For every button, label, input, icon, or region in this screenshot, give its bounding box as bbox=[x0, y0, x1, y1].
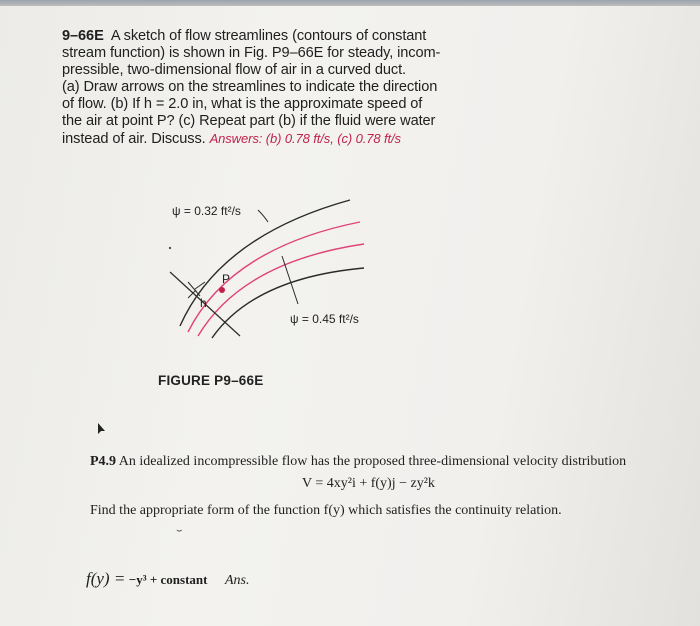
problem-line: (a) Draw arrows on the streamlines to indicate the direction bbox=[62, 79, 438, 95]
answer-rhs: −y³ + constant bbox=[128, 572, 208, 587]
h-label: h bbox=[200, 296, 207, 310]
answer-line bbox=[86, 569, 249, 589]
cursor-arrow-icon bbox=[96, 423, 106, 435]
point-p-dot bbox=[219, 287, 225, 293]
answer-tag: Ans. bbox=[224, 573, 250, 588]
psi-bottom-label: ψ = 0.45 ft²/s bbox=[290, 312, 359, 326]
problem-line: stream function) is shown in Fig. P9–66E for steady, incom- bbox=[62, 45, 441, 61]
textbook-page bbox=[0, 6, 700, 626]
p49-number: P4.9 bbox=[90, 454, 117, 469]
point-p-label: P bbox=[222, 272, 231, 286]
problem-line: A sketch of flow streamlines (contours of constant bbox=[110, 28, 427, 44]
streamline-figure bbox=[150, 186, 380, 346]
figure-caption: FIGURE P9–66E bbox=[158, 373, 264, 388]
problem-9-66E bbox=[62, 28, 492, 148]
pen-tick-icon: ⌣ bbox=[176, 525, 183, 536]
psi-top-leader bbox=[258, 210, 268, 222]
problem-line: instead of air. Discuss. bbox=[62, 131, 206, 147]
problem-p4-9 bbox=[90, 454, 670, 470]
streamline-4 bbox=[212, 268, 364, 338]
problem-line: the air at point P? (c) Repeat part (b) if the fluid were water bbox=[62, 113, 436, 129]
p49-statement: An idealized incompressible flow has the proposed three-dimensional velocity distribution bbox=[118, 454, 627, 469]
problem-answers: Answers: (b) 0.78 ft/s, (c) 0.78 ft/s bbox=[209, 131, 401, 146]
velocity-equation: V = 4xy²i + f(y)j − zy²k bbox=[302, 476, 435, 491]
problem-line: pressible, two-dimensional flow of air in a curved duct. bbox=[62, 62, 407, 78]
psi-top-label: ψ = 0.32 ft²/s bbox=[172, 204, 241, 218]
stray-dot bbox=[169, 247, 171, 249]
problem-number: 9–66E bbox=[62, 28, 104, 44]
problem-line: of flow. (b) If h = 2.0 in, what is the approximate speed of bbox=[62, 96, 423, 112]
p49-find-text: Find the appropriate form of the function f(y) which satisfies the continuity relation. bbox=[90, 503, 562, 518]
answer-lhs: f(y) = bbox=[86, 569, 126, 588]
